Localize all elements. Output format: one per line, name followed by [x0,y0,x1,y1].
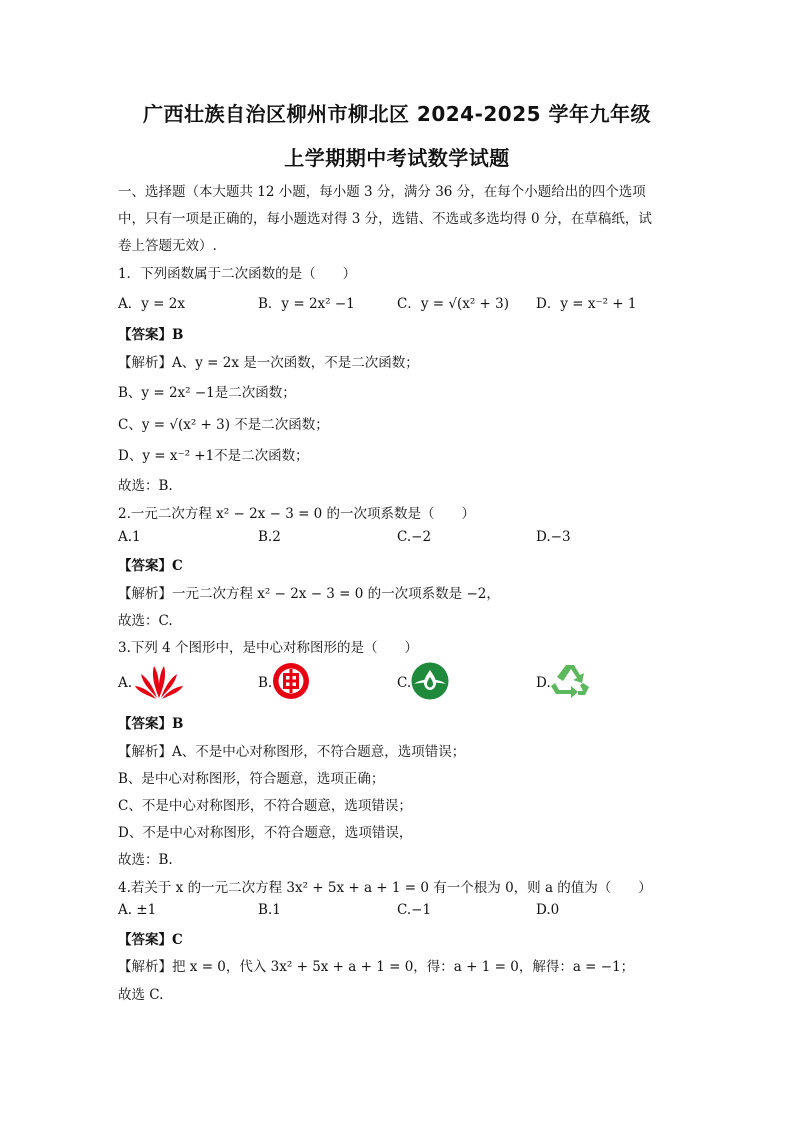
q4-analysis-line: 故选 C. [118,987,164,1003]
q1-option-b: B．y = 2x² −1 [258,296,355,312]
q4-analysis-line: 【解析】把 x = 0，代入 3x² + 5x + a + 1 = 0，得：a + 1 = 0，解得：a = −1； [118,959,635,975]
q3-answer: 【答案】B [118,716,184,732]
q3-option-b: B. [258,675,273,691]
q2-option-c: C.−2 [397,529,432,545]
q3-analysis-line: B、是中心对称图形，符合题意，选项正确； [118,771,385,787]
q1-analysis-line: 故选：B. [118,478,173,494]
q4-option-a: A. ±1 [118,902,157,918]
q1-option-d: D．y = x⁻² + 1 [536,296,637,312]
q1-option-a: A．y = 2x [118,296,185,312]
q1-analysis-line: 【解析】A、y = 2x 是一次函数，不是二次函数； [118,355,419,371]
q1-answer: 【答案】B [118,327,184,343]
section-intro-line-2: 中，只有一项是正确的，每小题选对得 3 分，选错、不选或多选均得 0 分，在草稿纸，试 [118,211,652,227]
q3-analysis-line: 故选：B. [118,852,173,868]
q4-option-b: B.1 [258,902,281,918]
recycle-logo-icon [549,661,591,701]
q2-option-a: A.1 [118,529,141,545]
section-intro-line-1: 一、选择题（本大题共 12 小题，每小题 3 分，满分 36 分，在每个小题给出的四个选项 [118,184,646,200]
q4-stem: 4.若关于 x 的一元二次方程 3x² + 5x + a + 1 = 0 有一个根为 0，则 a 的值为（ ） [118,880,652,896]
q2-analysis-line: 故选：C. [118,613,173,629]
water-drop-logo-icon [411,662,449,700]
q1-analysis-line: D、y = x⁻² +1不是二次函数； [118,448,309,464]
document-title-line-2: 上学期期中考试数学试题 [284,146,510,170]
bank-seal-logo-icon [272,662,310,700]
q4-answer: 【答案】C [118,932,183,948]
flower-logo-icon [133,662,185,700]
q2-analysis-line: 【解析】一元二次方程 x² − 2x − 3 = 0 的一次项系数是 −2， [118,586,500,602]
q2-option-d: D.−3 [536,529,571,545]
q2-stem: 2.一元二次方程 x² − 2x − 3 = 0 的一次项系数是（ ） [118,506,476,522]
section-intro-line-3: 卷上答题无效）. [118,238,217,254]
q3-stem: 3.下列 4 个图形中，是中心对称图形的是（ ） [118,640,419,656]
q1-stem: 1．下列函数属于二次函数的是（ ） [118,266,357,282]
q3-analysis-line: C、不是中心对称图形，不符合题意，选项错误； [118,798,412,814]
q1-option-c: C．y = √(x² + 3) [397,296,509,312]
q2-answer: 【答案】C [118,558,183,574]
q4-option-c: C.−1 [397,902,432,918]
q3-option-c: C. [397,675,412,691]
document-title-line-1: 广西壮族自治区柳州市柳北区 2024-2025 学年九年级 [142,102,652,126]
q3-analysis-line: D、不是中心对称图形，不符合题意，选项错误， [118,825,413,841]
q3-option-d: D. [536,675,551,691]
q3-option-a: A. [118,675,133,691]
q1-analysis-line: C、y = √(x² + 3) 不是二次函数； [118,417,329,433]
q1-analysis-line: B、y = 2x² −1是二次函数； [118,385,296,401]
q3-analysis-line: 【解析】A、不是中心对称图形，不符合题意，选项错误； [118,744,466,760]
q2-option-b: B.2 [258,529,281,545]
q4-option-d: D.0 [536,902,560,918]
